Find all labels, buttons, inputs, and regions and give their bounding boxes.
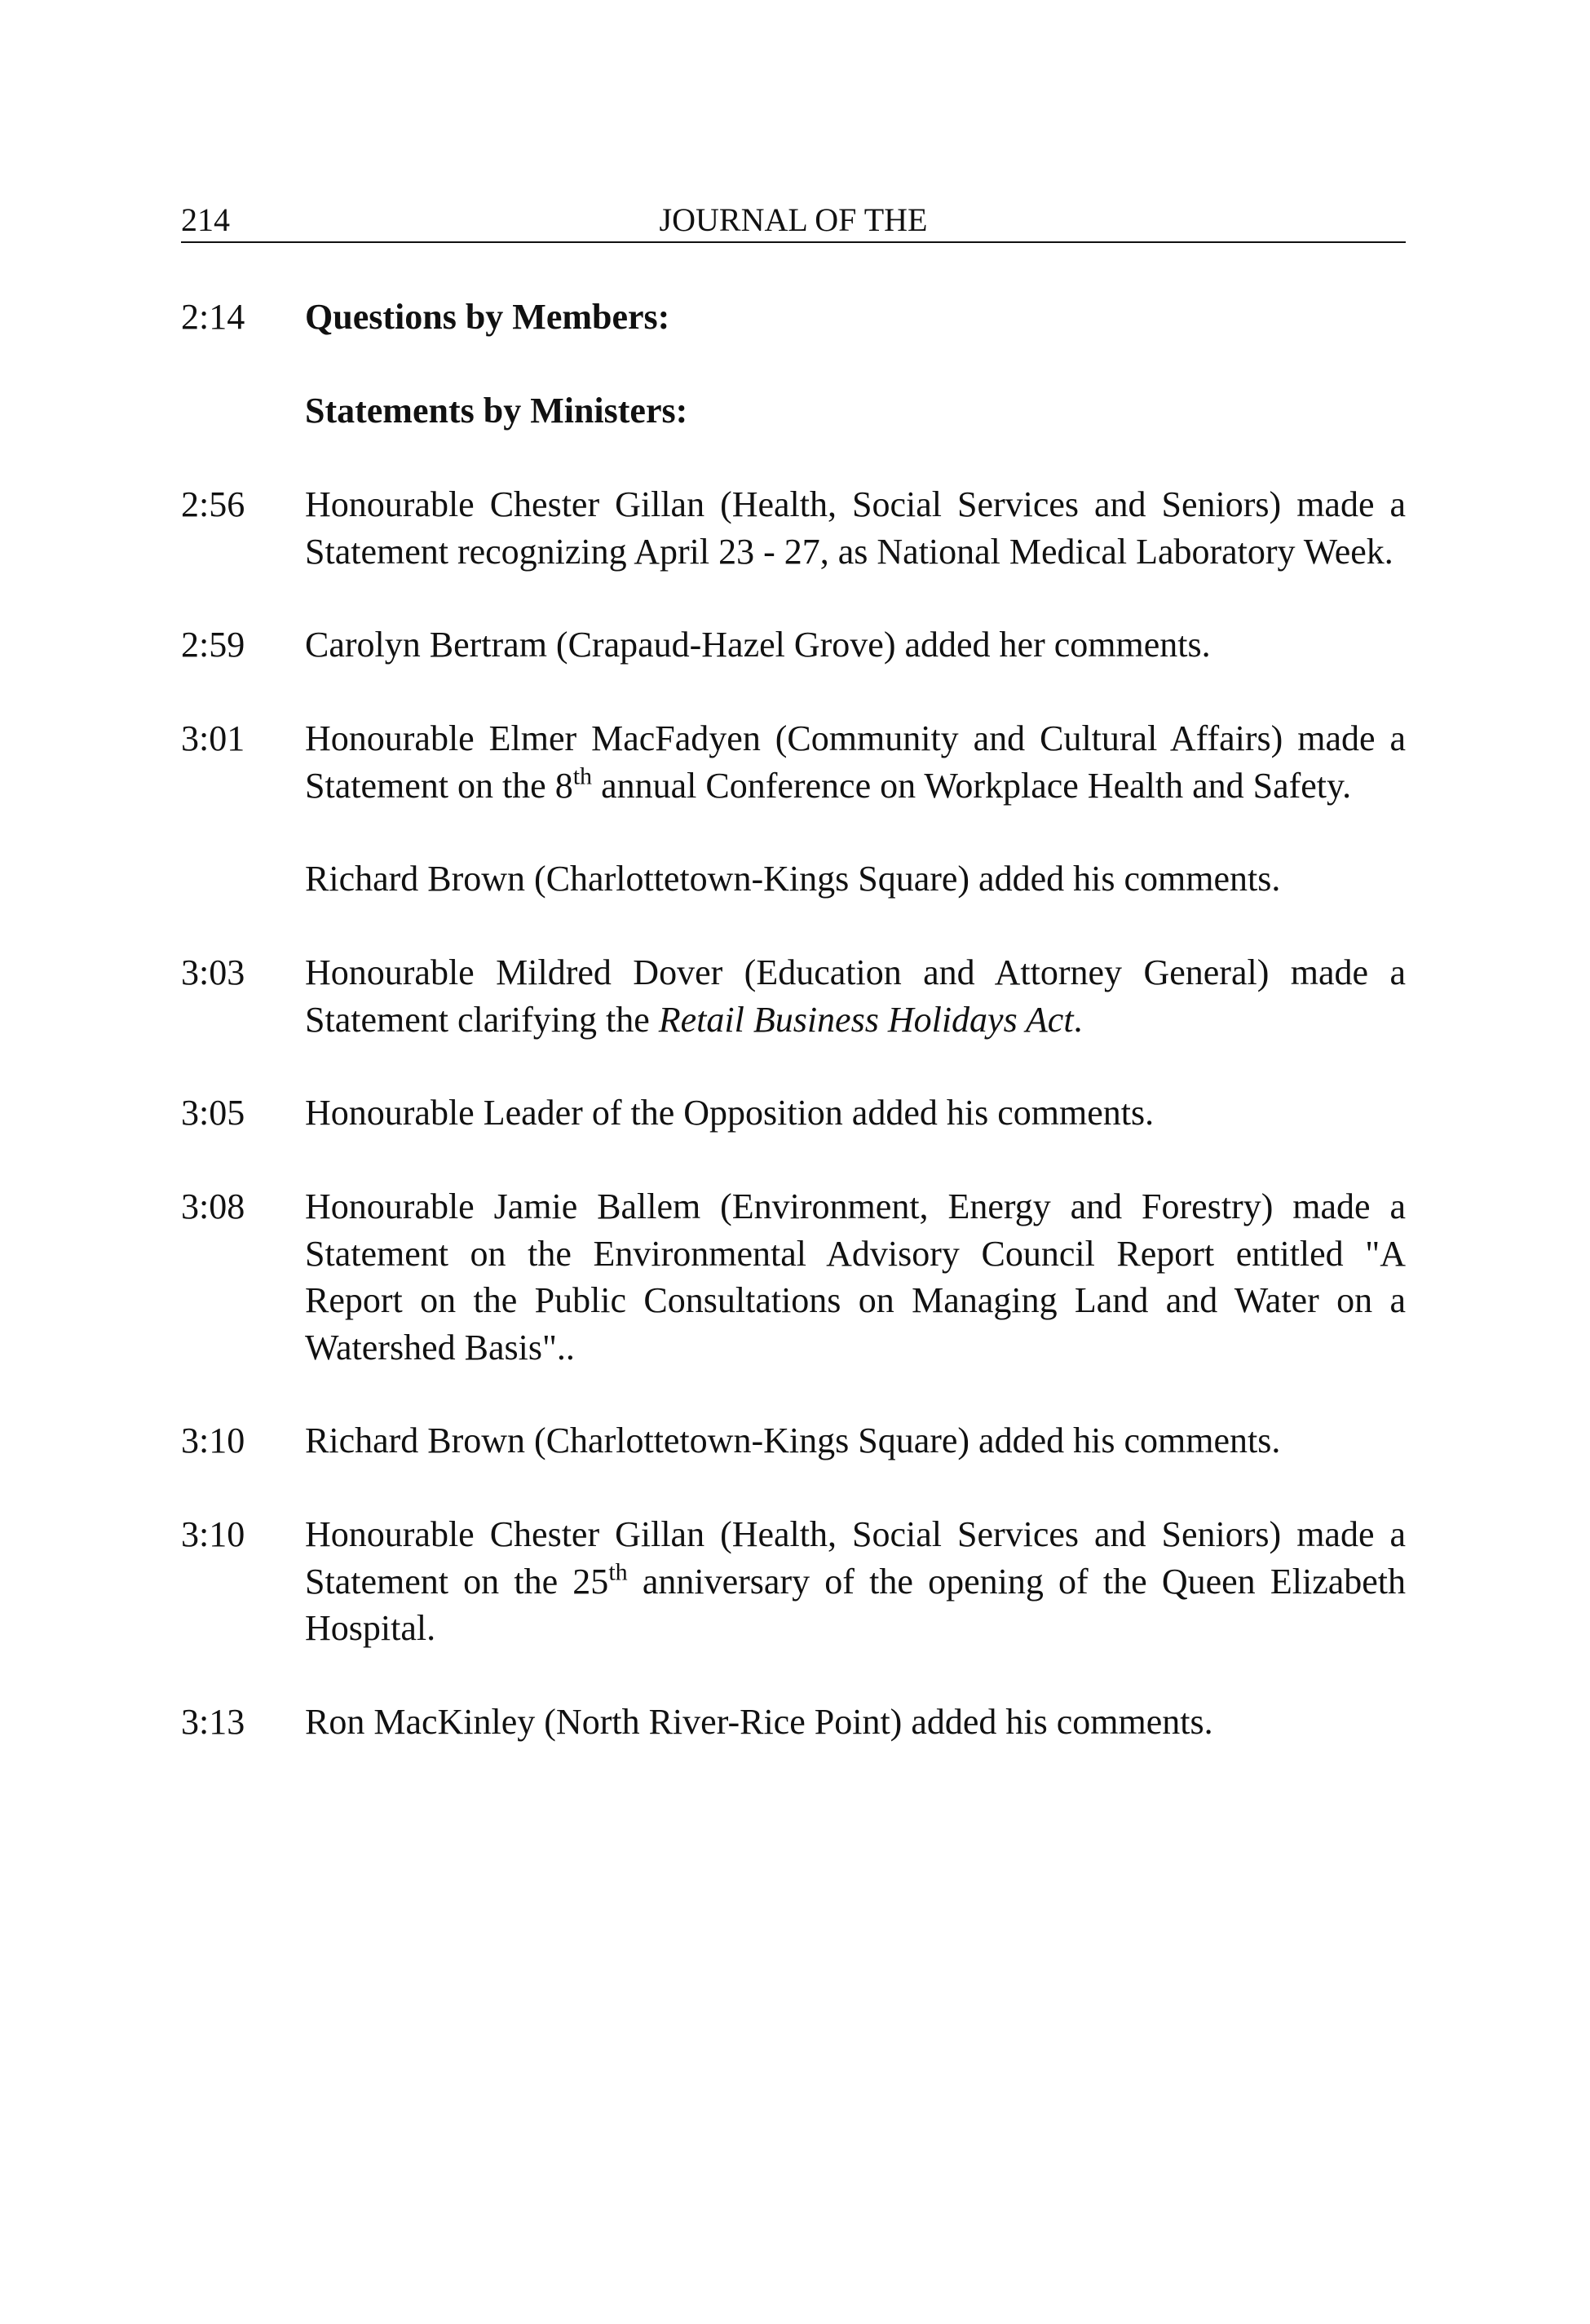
entry-text (305, 715, 1406, 809)
entry-text: Honourable Chester Gillan (Health, Social Services and Seniors) made a Statement recognizing April 23 - 27, as National Medical Laboratory Week. (305, 484, 1406, 572)
journal-entry (181, 1089, 1406, 1137)
entry-time: 3:13 (181, 1701, 245, 1742)
entry-text-part: . (1073, 999, 1083, 1040)
running-head: JOURNAL OF THE (659, 201, 928, 238)
entry-text: Ron MacKinley (North River-Rice Point) added his comments. (305, 1701, 1213, 1742)
entry-time: 3:08 (181, 1186, 245, 1226)
journal-entry (181, 481, 1406, 575)
entry-text: Honourable Jamie Ballem (Environment, Energy and Forestry) made a Statement on the Environmental Advisory Council Report entitled "A Report on the Public Consultations on Managing Land and Water on a Watershed Basis".. (305, 1186, 1406, 1367)
journal-entry (181, 1183, 1406, 1371)
entry-time: 3:01 (181, 718, 245, 758)
journal-entry (181, 621, 1406, 669)
entry-text: Honourable Leader of the Opposition added his comments. (305, 1093, 1155, 1133)
entry-time: 3:10 (181, 1420, 245, 1460)
section-heading-questions-by-members: Questions by Members: (305, 297, 670, 337)
journal-entries (181, 294, 1406, 1746)
entry-time: 2:56 (181, 484, 245, 524)
ordinal-suffix: th (572, 762, 593, 789)
page-header (181, 201, 1406, 243)
entry-text: Richard Brown (Charlottetown-Kings Square) added his comments. (305, 1420, 1281, 1460)
entry-time: 2:59 (181, 625, 245, 665)
journal-entry (181, 387, 1406, 435)
entry-time: 3:10 (181, 1514, 245, 1554)
entry-time: 2:14 (181, 297, 245, 337)
journal-entry (181, 1511, 1406, 1652)
entry-text-part: annual Conference on Workplace Health and Safety. (592, 765, 1352, 806)
journal-entry (181, 855, 1406, 903)
entry-text: Carolyn Bertram (Crapaud-Hazel Grove) added her comments. (305, 625, 1211, 665)
journal-entry (181, 715, 1406, 809)
journal-entry (181, 1699, 1406, 1746)
section-heading-statements-by-ministers: Statements by Ministers: (305, 391, 688, 431)
entry-text (305, 1511, 1406, 1652)
act-title: Retail Business Holidays Act (658, 999, 1074, 1040)
journal-entry (181, 1417, 1406, 1465)
entry-text (305, 949, 1406, 1043)
entry-text-part: anniversary of the opening of the Queen Elizabeth Hospital. (305, 1561, 1407, 1648)
entry-time: 3:03 (181, 952, 245, 992)
entry-text-part: Honourable Elmer MacFadyen (Community and Cultural Affairs) made a Statement on the 8 (305, 718, 1406, 806)
page-number: 214 (181, 201, 230, 238)
journal-entry (181, 294, 1406, 341)
journal-entry (181, 949, 1406, 1043)
entry-text: Richard Brown (Charlottetown-Kings Square) added his comments. (305, 859, 1281, 899)
entry-text-part: Honourable Mildred Dover (Education and Attorney General) made a Statement clarifying the (305, 952, 1406, 1040)
entry-text-part: Honourable Chester Gillan (Health, Social Services and Seniors) made a Statement on the 25 (305, 1514, 1406, 1602)
entry-time: 3:05 (181, 1093, 245, 1133)
ordinal-suffix: th (608, 1558, 628, 1585)
